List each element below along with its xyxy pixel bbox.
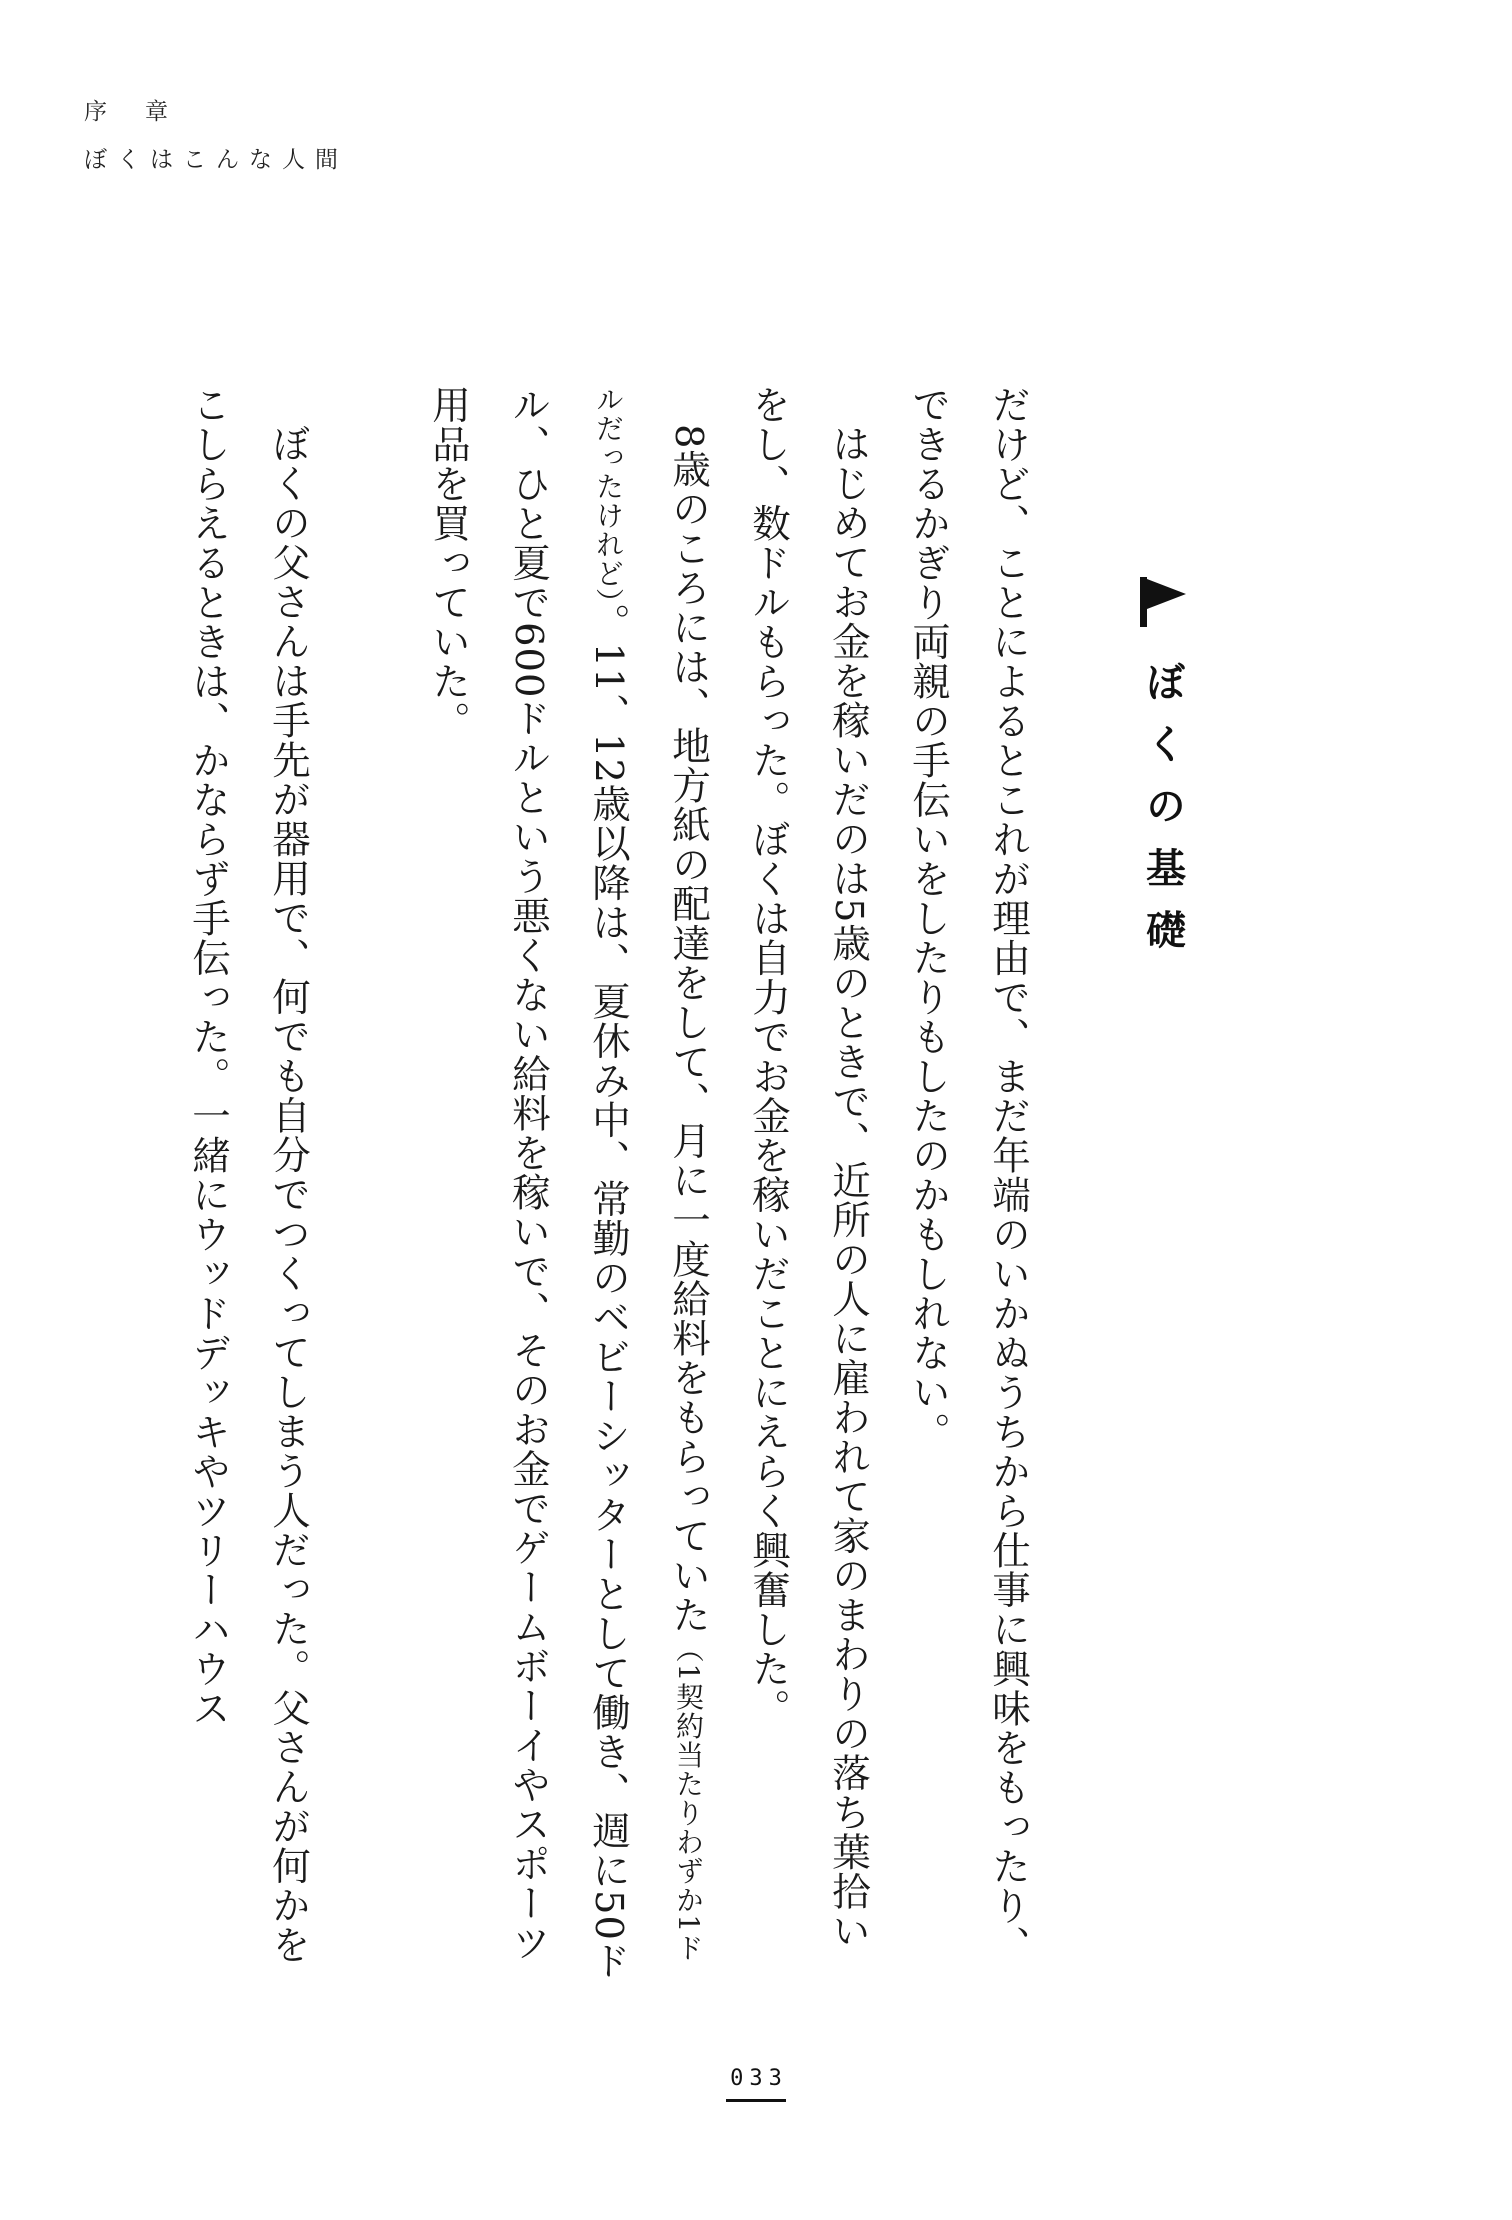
paragraph-2: はじめてお金を稼いだのは5歳のときで、近所の人に雇われて家のまわりの落ち葉拾いをし、数ドルもらった。ぼくは自力でお金を稼いだことにえらく興奮した。 bbox=[746, 385, 871, 1950]
paragraph-1: だけど、ことによるとこれが理由で、まだ年端のいかぬうちから仕事に興味をもったり、できるかぎり両親の手伝いをしたりもしたのかもしれない。 bbox=[906, 385, 1031, 1965]
paragraph-3 bbox=[408, 385, 728, 1985]
running-head-title: ぼくはこんな人間 bbox=[84, 147, 348, 173]
flag-icon bbox=[1134, 575, 1192, 629]
page-number-rule bbox=[726, 2099, 786, 2102]
paragraph-3-text-b: 。11、12歳以降は、夏休み中、常勤のベビーシッターとして働き、週に50ドル、ひと夏で600ドルという悪くない給料を稼いで、そのお金でゲームボーイやスポーツ用品を買っていた。 bbox=[426, 385, 631, 1981]
paragraph-3-note: （1契約当たりわずか1ドルだったけれど） bbox=[592, 385, 705, 1962]
paragraph-4: ぼくの父さんは手先が器用で、何でも自分でつくってしまう人だった。父さんが何かをこしらえるときは、かならず手伝った。一緒にウッドデッキやツリーハウス bbox=[186, 385, 311, 1964]
page-number bbox=[0, 2066, 1512, 2102]
section-title: ぼくの基礎 bbox=[1139, 661, 1186, 971]
section-heading bbox=[1128, 575, 1198, 971]
body-text bbox=[168, 385, 1048, 1985]
paragraph-3-text-a: 8歳のころには、地方紙の配達をして、月に一度給料をもらっていた bbox=[666, 423, 711, 1634]
running-head-chapter: 序章 bbox=[84, 99, 206, 125]
page-number-text: 033 bbox=[730, 2066, 788, 2091]
running-head bbox=[84, 88, 348, 184]
